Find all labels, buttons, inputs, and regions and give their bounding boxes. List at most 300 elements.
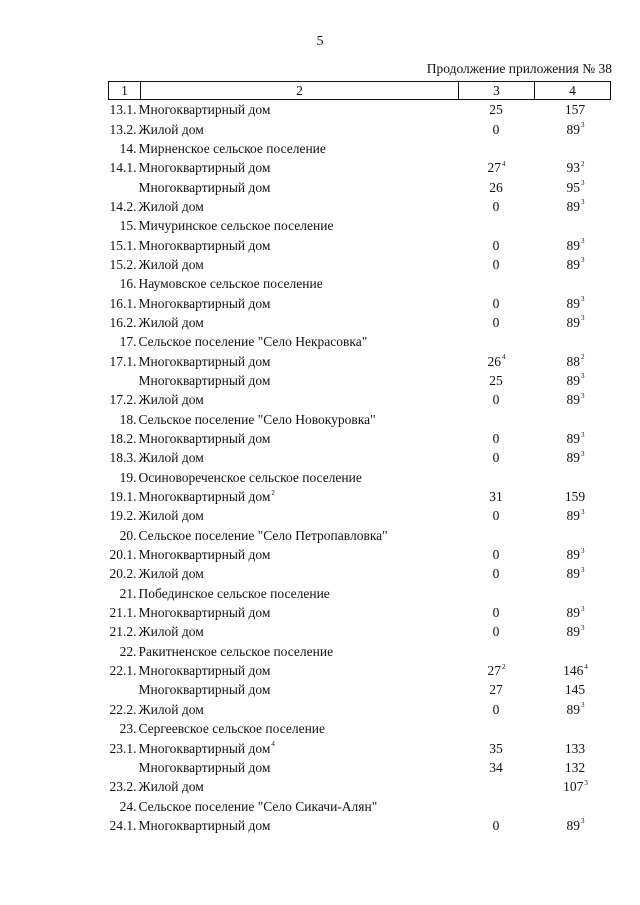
row-value-col4-footnote: 3	[581, 179, 585, 188]
header-col-1: 1	[109, 82, 141, 100]
row-value-col3	[459, 448, 535, 467]
row-value-col4	[535, 274, 611, 293]
row-value-col3-text: 0	[492, 566, 500, 582]
row-name: Мичуринское сельское поселение	[138, 218, 334, 234]
row-number	[109, 661, 459, 680]
row-value-col4-text: 89	[566, 392, 580, 408]
row-name: Многоквартирный дом	[138, 605, 271, 621]
row-value-col4-footnote: 3	[581, 121, 585, 130]
table-row	[109, 429, 611, 448]
table-row	[109, 506, 611, 525]
row-name: Многоквартирный дом	[138, 160, 271, 176]
row-name: Сельское поселение "Село Новокуровка"	[138, 411, 376, 427]
row-number-text: 18.2.	[109, 431, 137, 447]
row-value-col3-text: 0	[492, 508, 500, 524]
row-value-col4-text: 89	[566, 605, 580, 621]
row-value-col3-text: 27	[489, 682, 503, 698]
row-value-col4-text: 88	[566, 353, 580, 369]
row-name: Многоквартирный дом	[138, 237, 271, 253]
row-number-text: 20.1.	[109, 547, 137, 563]
row-value-col3-text: 0	[492, 431, 500, 447]
row-number	[109, 738, 459, 757]
row-name: Жилой дом	[138, 624, 204, 640]
row-value-col4	[535, 564, 611, 583]
row-name: Многоквартирный дом	[138, 682, 271, 698]
row-value-col4-footnote: 3	[581, 546, 585, 555]
row-number-text: 21.	[119, 585, 137, 601]
data-table	[108, 81, 611, 835]
row-number	[109, 139, 459, 158]
row-number-text: 16.1.	[109, 295, 137, 311]
row-name: Многоквартирный дом	[138, 817, 271, 833]
row-value-col4	[535, 468, 611, 487]
row-number	[109, 603, 459, 622]
row-number-text: 14.1.	[109, 160, 137, 176]
row-value-col3	[459, 119, 535, 138]
row-value-col4-footnote: 3	[581, 391, 585, 400]
row-value-col3-footnote: 2	[502, 662, 506, 671]
row-number	[109, 796, 459, 815]
row-number-text: 17.2.	[109, 392, 137, 408]
row-name: Жилой дом	[138, 392, 204, 408]
row-number-text: 15.1.	[109, 237, 137, 253]
row-number-text: 13.1.	[109, 102, 137, 118]
row-value-col4-footnote: 3	[581, 198, 585, 207]
row-value-col4-text: 146	[563, 663, 584, 679]
row-name: Сельское поселение "Село Сикачи-Алян"	[138, 798, 378, 814]
row-value-col4-footnote: 3	[581, 295, 585, 304]
row-value-col4-text: 89	[566, 547, 580, 563]
row-value-col3-text: 0	[492, 547, 500, 563]
row-value-col4-text: 89	[566, 256, 580, 272]
row-value-col4-text: 157	[564, 102, 586, 118]
row-number-text: 19.	[119, 469, 137, 485]
row-value-col4-footnote: 3	[581, 256, 585, 265]
row-name: Жилой дом	[138, 508, 204, 524]
row-number-text: 20.2.	[109, 566, 137, 582]
row-value-col4-text: 89	[566, 566, 580, 582]
row-value-col3	[459, 313, 535, 332]
row-value-col3	[459, 700, 535, 719]
page-number: 5	[316, 34, 324, 49]
table-row	[109, 351, 611, 370]
row-value-col3-text: 26	[487, 353, 501, 369]
row-value-col3	[459, 468, 535, 487]
appendix-caption: Продолжение приложения № 38	[426, 61, 612, 76]
row-number	[109, 680, 459, 699]
table-row	[109, 719, 611, 738]
row-value-col4	[535, 545, 611, 564]
row-value-col4-footnote: 2	[581, 159, 585, 168]
row-value-col3-text: 35	[489, 740, 503, 756]
row-number-text: 15.2.	[109, 256, 137, 272]
row-value-col3	[459, 139, 535, 158]
row-value-col4	[535, 100, 611, 120]
row-value-col3-text: 31	[489, 489, 503, 505]
table-row	[109, 777, 611, 796]
row-number-text: 21.2.	[109, 624, 137, 640]
table-row	[109, 661, 611, 680]
row-number	[109, 197, 459, 216]
row-value-col4-text: 93	[566, 160, 580, 176]
table-row	[109, 390, 611, 409]
row-value-col3	[459, 545, 535, 564]
row-name: Побединское сельское поселение	[138, 585, 330, 601]
table-row	[109, 235, 611, 254]
row-value-col3	[459, 216, 535, 235]
row-value-col3	[459, 274, 535, 293]
row-value-col4	[535, 506, 611, 525]
row-value-col4-text: 89	[566, 295, 580, 311]
row-value-col3	[459, 100, 535, 120]
row-value-col4	[535, 351, 611, 370]
row-number	[109, 119, 459, 138]
row-value-col4-footnote: 3	[581, 623, 585, 632]
row-value-col3	[459, 371, 535, 390]
row-value-col4-text: 89	[566, 431, 580, 447]
row-name: Сельское поселение "Село Петропавловка"	[138, 527, 388, 543]
row-value-col4-text: 89	[566, 372, 580, 388]
row-value-col4	[535, 816, 611, 835]
row-value-col4-text: 89	[566, 121, 580, 137]
row-value-col4	[535, 661, 611, 680]
row-value-col4	[535, 371, 611, 390]
row-value-col3	[459, 564, 535, 583]
row-value-col4	[535, 235, 611, 254]
row-value-col3	[459, 796, 535, 815]
table-row	[109, 526, 611, 545]
table-row	[109, 468, 611, 487]
row-name: Осиновореченское сельское поселение	[138, 469, 362, 485]
row-number	[109, 429, 459, 448]
row-value-col3	[459, 719, 535, 738]
table-row	[109, 545, 611, 564]
row-value-col3	[459, 487, 535, 506]
row-value-col4	[535, 526, 611, 545]
row-number-text: 24.1.	[109, 817, 137, 833]
row-number	[109, 584, 459, 603]
row-number-text: 20.	[119, 527, 137, 543]
row-value-col3	[459, 758, 535, 777]
table-row	[109, 100, 611, 120]
row-value-col4	[535, 139, 611, 158]
row-value-col4-footnote: 3	[581, 314, 585, 323]
row-value-col4-footnote: 3	[581, 372, 585, 381]
row-name: Многоквартирный дом	[138, 431, 271, 447]
row-number-text: 14.2.	[109, 198, 137, 214]
row-value-col4	[535, 758, 611, 777]
row-number-text: 24.	[119, 798, 137, 814]
table-row	[109, 564, 611, 583]
row-value-col4	[535, 622, 611, 641]
row-value-col4-text: 89	[566, 817, 580, 833]
row-number-text: 16.	[119, 276, 137, 292]
row-number-text: 22.1.	[109, 663, 137, 679]
row-number	[109, 216, 459, 235]
row-value-col4	[535, 158, 611, 177]
row-value-col3	[459, 526, 535, 545]
row-number	[109, 622, 459, 641]
row-name: Многоквартирный дом	[138, 353, 271, 369]
row-number	[109, 235, 459, 254]
table-row	[109, 332, 611, 351]
row-value-col3-footnote: 4	[502, 353, 506, 362]
row-name: Многоквартирный дом	[138, 759, 271, 775]
row-value-col4	[535, 487, 611, 506]
row-name: Сельское поселение "Село Некрасовка"	[138, 334, 368, 350]
table-row	[109, 197, 611, 216]
row-value-col3	[459, 293, 535, 312]
row-number	[109, 777, 459, 796]
table-row	[109, 216, 611, 235]
row-value-col3-text: 25	[489, 102, 503, 118]
table-body	[109, 100, 611, 836]
row-value-col4-text: 89	[566, 198, 580, 214]
row-name: Жилой дом	[138, 701, 204, 717]
table-row	[109, 487, 611, 506]
row-value-col3	[459, 332, 535, 351]
row-value-col4	[535, 719, 611, 738]
row-number	[109, 371, 459, 390]
row-value-col4	[535, 177, 611, 196]
row-value-col4	[535, 332, 611, 351]
row-number-text: 22.2.	[109, 701, 137, 717]
row-value-col3	[459, 235, 535, 254]
row-value-col3	[459, 642, 535, 661]
row-name: Многоквартирный дом	[138, 372, 271, 388]
row-value-col4	[535, 410, 611, 429]
row-value-col3	[459, 197, 535, 216]
row-value-col4-text: 159	[564, 489, 586, 505]
row-value-col3	[459, 177, 535, 196]
row-name-footnote: 2	[271, 488, 275, 497]
table-row	[109, 274, 611, 293]
row-value-col3-text: 27	[487, 663, 501, 679]
row-name: Многоквартирный дом	[138, 740, 271, 756]
row-value-col4	[535, 738, 611, 757]
row-value-col3-footnote: 4	[502, 159, 506, 168]
row-number-text: 19.2.	[109, 508, 137, 524]
row-number	[109, 177, 459, 196]
row-value-col3	[459, 622, 535, 641]
table-row	[109, 255, 611, 274]
row-value-col4	[535, 313, 611, 332]
row-value-col4-text: 89	[566, 450, 580, 466]
row-number	[109, 526, 459, 545]
row-value-col3	[459, 351, 535, 370]
row-number-text: 14.	[119, 140, 137, 156]
row-value-col3-text: 0	[492, 295, 500, 311]
table-row	[109, 796, 611, 815]
row-number-text: 18.	[119, 411, 137, 427]
row-value-col4-text: 145	[564, 682, 586, 698]
table-row	[109, 584, 611, 603]
row-number-text: 18.3.	[109, 450, 137, 466]
table-row	[109, 816, 611, 835]
row-value-col4	[535, 390, 611, 409]
row-number	[109, 700, 459, 719]
row-value-col4-text: 89	[566, 701, 580, 717]
row-value-col3-text: 0	[492, 392, 500, 408]
row-value-col4	[535, 642, 611, 661]
row-number	[109, 816, 459, 835]
row-value-col4-text: 89	[566, 314, 580, 330]
row-name: Жилой дом	[138, 450, 204, 466]
row-value-col4-text: 95	[566, 179, 580, 195]
row-number	[109, 758, 459, 777]
row-value-col4-footnote: 2	[581, 353, 585, 362]
table-row	[109, 603, 611, 622]
row-name: Многоквартирный дом	[138, 295, 271, 311]
row-number-text: 16.2.	[109, 314, 137, 330]
row-value-col4	[535, 584, 611, 603]
table-row	[109, 448, 611, 467]
row-number-text: 13.2.	[109, 121, 137, 137]
row-name: Многоквартирный дом	[138, 547, 271, 563]
row-number	[109, 564, 459, 583]
row-value-col4-text: 89	[566, 624, 580, 640]
table-row	[109, 622, 611, 641]
row-number	[109, 390, 459, 409]
row-value-col3-text: 0	[492, 121, 500, 137]
row-number	[109, 158, 459, 177]
row-value-col3-text: 25	[489, 372, 503, 388]
row-value-col4	[535, 680, 611, 699]
row-value-col4	[535, 119, 611, 138]
row-number	[109, 487, 459, 506]
header-row	[109, 82, 611, 100]
row-value-col4-footnote: 3	[584, 778, 588, 787]
row-number	[109, 293, 459, 312]
row-number-text: 19.1.	[109, 489, 137, 505]
row-value-col3-text: 0	[492, 817, 500, 833]
table-row	[109, 410, 611, 429]
row-value-col4-footnote: 3	[581, 565, 585, 574]
row-value-col3	[459, 410, 535, 429]
row-value-col4-footnote: 3	[581, 237, 585, 246]
table-row	[109, 758, 611, 777]
row-name: Наумовское сельское поселение	[138, 276, 323, 292]
row-name: Сергеевское сельское поселение	[138, 721, 326, 737]
row-value-col3-text: 0	[492, 701, 500, 717]
table-row	[109, 313, 611, 332]
row-name: Многоквартирный дом	[138, 489, 271, 505]
row-value-col3	[459, 680, 535, 699]
row-value-col3	[459, 506, 535, 525]
row-value-col4-text: 89	[566, 508, 580, 524]
row-number	[109, 274, 459, 293]
table-row	[109, 139, 611, 158]
table-row	[109, 642, 611, 661]
row-value-col4-footnote: 3	[581, 701, 585, 710]
row-name: Жилой дом	[138, 779, 204, 795]
row-name: Жилой дом	[138, 566, 204, 582]
row-value-col3-text: 26	[489, 179, 503, 195]
row-number-text: 17.1.	[109, 353, 137, 369]
header-col-3: 3	[459, 82, 535, 100]
row-number	[109, 332, 459, 351]
row-value-col3-text: 0	[492, 198, 500, 214]
row-value-col4	[535, 429, 611, 448]
row-value-col4-text: 107	[563, 779, 584, 795]
row-value-col3	[459, 255, 535, 274]
row-value-col4	[535, 255, 611, 274]
row-name: Мирненское сельское поселение	[138, 140, 326, 156]
row-number-text: 23.1.	[109, 740, 137, 756]
row-value-col3-text: 0	[492, 237, 500, 253]
row-value-col4-footnote: 4	[584, 662, 588, 671]
table-row	[109, 680, 611, 699]
row-value-col4	[535, 293, 611, 312]
row-value-col3	[459, 390, 535, 409]
table-row	[109, 371, 611, 390]
row-number	[109, 468, 459, 487]
row-value-col4	[535, 603, 611, 622]
table-row	[109, 177, 611, 196]
table-row	[109, 293, 611, 312]
row-name-footnote: 4	[271, 740, 275, 749]
row-value-col4-footnote: 3	[581, 604, 585, 613]
row-name: Жилой дом	[138, 198, 204, 214]
row-value-col3	[459, 738, 535, 757]
row-value-col3	[459, 158, 535, 177]
header-col-4: 4	[535, 82, 611, 100]
row-number	[109, 545, 459, 564]
row-value-col4-text: 132	[564, 759, 586, 775]
table-row	[109, 700, 611, 719]
row-number-text: 21.1.	[109, 605, 137, 621]
row-value-col4	[535, 777, 611, 796]
row-value-col4	[535, 448, 611, 467]
row-value-col4	[535, 197, 611, 216]
row-value-col3-text: 0	[492, 450, 500, 466]
row-value-col4-footnote: 3	[581, 430, 585, 439]
row-value-col3	[459, 816, 535, 835]
row-value-col3-text: 0	[492, 605, 500, 621]
row-number	[109, 313, 459, 332]
row-value-col3	[459, 661, 535, 680]
row-number	[109, 351, 459, 370]
row-value-col4	[535, 796, 611, 815]
row-name: Жилой дом	[138, 314, 204, 330]
row-number-text: 23.	[119, 721, 137, 737]
row-number	[109, 642, 459, 661]
row-number	[109, 506, 459, 525]
row-name: Жилой дом	[138, 256, 204, 272]
row-value-col3	[459, 777, 535, 796]
row-name: Многоквартирный дом	[138, 102, 271, 118]
row-number-text: 23.2.	[109, 779, 137, 795]
row-value-col4-footnote: 3	[581, 507, 585, 516]
row-value-col3-text: 0	[492, 256, 500, 272]
row-value-col3-text: 0	[492, 314, 500, 330]
row-value-col4-footnote: 3	[581, 817, 585, 826]
row-value-col3-text: 27	[487, 160, 501, 176]
row-name: Жилой дом	[138, 121, 204, 137]
row-value-col3	[459, 603, 535, 622]
row-value-col3	[459, 429, 535, 448]
row-value-col4	[535, 700, 611, 719]
row-number	[109, 410, 459, 429]
row-number	[109, 448, 459, 467]
row-value-col3	[459, 584, 535, 603]
row-number	[109, 100, 459, 120]
table-row	[109, 738, 611, 757]
row-value-col3-text: 34	[489, 759, 503, 775]
row-number	[109, 255, 459, 274]
row-number-text: 22.	[119, 643, 137, 659]
table-row	[109, 119, 611, 138]
